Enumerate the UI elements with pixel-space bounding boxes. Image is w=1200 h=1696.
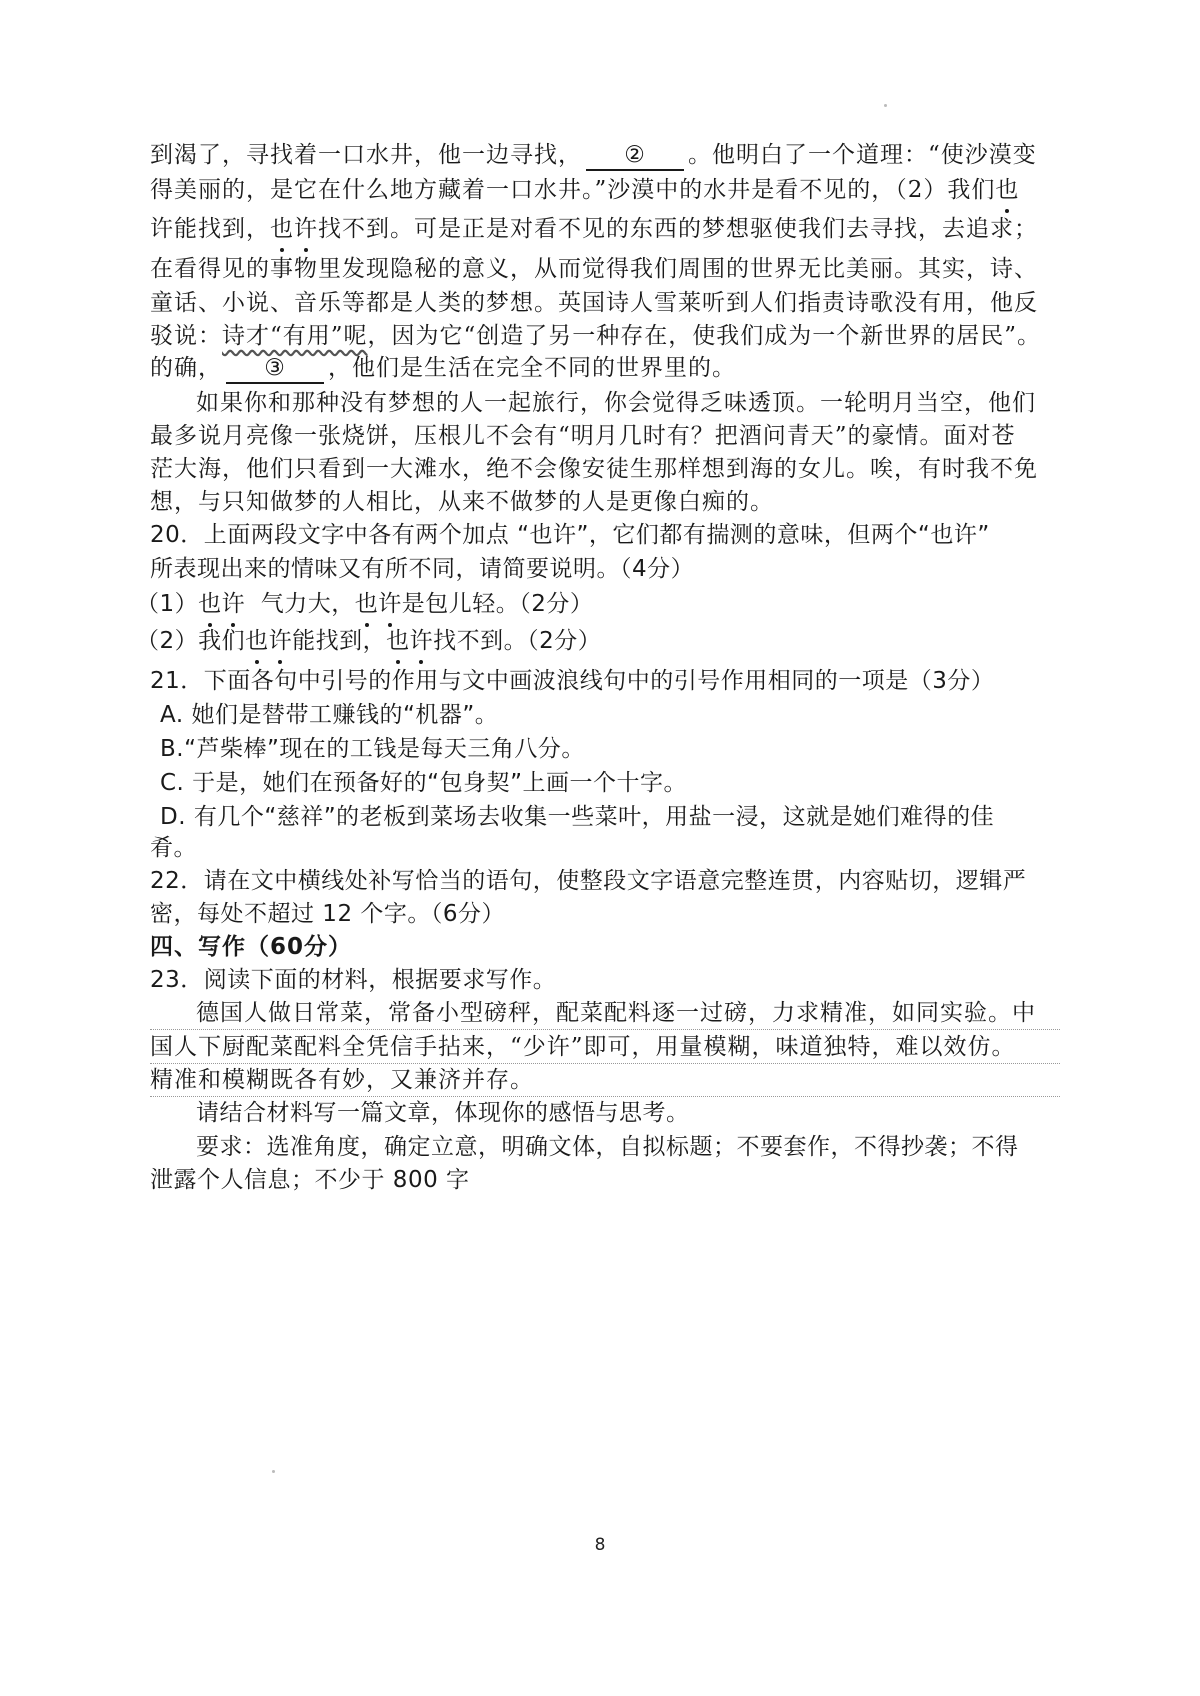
passage-line: [150, 174, 1060, 206]
emphasis-dot-char: 许: [378, 588, 402, 620]
material-line: 国人下厨配菜配料全凭信手拈来，“少许”即可，用量模糊，味道独特，难以效仿。: [150, 1031, 1060, 1064]
emphasis-dot-char: 也: [995, 174, 1019, 206]
emphasis-dot-char: 也: [355, 588, 379, 620]
passage-text: 得美丽的，是它在什么地方藏着一口水井。”沙漠中的水井是看不见的，（2）我们: [150, 177, 996, 203]
emphasis-dot-char: 许: [222, 588, 246, 620]
fill-in-blank-3: ③: [226, 354, 324, 384]
option-c: C. 于是，她们在预备好的“包身契”上画一个十字。: [160, 770, 688, 796]
material-line: 精准和模糊既各有妙，又兼济并存。: [150, 1064, 1060, 1097]
writing-requirements: 要求：选准角度，确定立意，明确文体，自拟标题；不要套作，不得抄袭；不得: [196, 1134, 1019, 1160]
passage-line: [150, 213, 1060, 245]
question-20-sentence-2: [136, 625, 1046, 657]
option-d: D. 有几个“慈祥”的老板到菜场去收集一些菜叶，用盐一浸，这就是她们难得的佳: [160, 804, 995, 830]
sentence-text: 能找到，: [292, 628, 387, 654]
passage-text: ，他们是生活在完全不同的世界里的。: [328, 355, 736, 381]
passage-line: 最多说月亮像一张烧饼，压根儿不会有“明月几时有？把酒问青天”的豪情。面对苍: [150, 423, 1016, 449]
material-line: 德国人做日常菜，常备小型磅秤，配菜配料逐一过磅，力求精准，如同实验。中: [150, 997, 1060, 1030]
option-b: B.“芦柴棒”现在的工钱是每天三角八分。: [160, 736, 585, 762]
question-23-stem: 23．阅读下面的材料，根据要求写作。: [150, 967, 557, 993]
scan-speck: [272, 1470, 275, 1473]
passage-line: 想，与只知做梦的人相比，从来不做梦的人是更像白痴的。: [150, 489, 774, 515]
scan-speck: [884, 104, 887, 107]
passage-line: 如果你和那种没有梦想的人一起旅行，你会觉得乏味透顶。一轮明月当空，他们: [196, 390, 1036, 416]
emphasis-dot-char: 也: [245, 625, 269, 657]
passage-line: 茫大海，他们只看到一大滩水，绝不会像安徒生那样想到海的女儿。唉，有时我不免: [150, 456, 1038, 482]
option-a: A. 她们是替带工赚钱的“机器”。: [160, 702, 499, 728]
question-22-stem: 密，每处不超过 12 个字。（6分）: [150, 901, 506, 927]
question-20-stem: 所表现出来的情味又有所不同，请简要说明。（4分）: [150, 556, 695, 582]
writing-requirements: 泄露个人信息；不少于 800 字: [150, 1167, 470, 1193]
question-21-stem: 21．下面各句中引号的作用与文中画波浪线句中的引号作用相同的一项是（3分）: [150, 668, 995, 694]
sentence-text: （2）我们: [136, 628, 246, 654]
passage-text: 许能找到，: [150, 216, 270, 242]
passage-text: ，因为它“创造了另一种存在，使我们成为一个新世界的居民”。: [367, 323, 1042, 349]
question-20-sentence-1: [136, 588, 1046, 620]
passage-text: 。他明白了一个道理：“使沙漠变: [688, 142, 1037, 168]
sentence-text: 气力大，: [245, 591, 355, 617]
passage-text: 的确，: [150, 355, 222, 381]
option-d-continued: 肴。: [150, 835, 197, 861]
sentence-text: 找不到。（2分）: [433, 628, 602, 654]
emphasis-dot-char: 也: [386, 625, 410, 657]
question-20-stem: 20．上面两段文字中各有两个加点 “也许”，它们都有揣测的意味，但两个“也许”: [150, 522, 990, 548]
passage-line: [150, 352, 1060, 384]
passage-line: [150, 139, 1060, 171]
passage-text: 驳说：: [150, 323, 222, 349]
passage-line: 童话、小说、音乐等都是人类的梦想。英国诗人雪莱听到人们指责诗歌没有用，他反: [150, 290, 1038, 316]
passage-text: 找不到。可是正是对看不见的东西的梦想驱使我们去寻找，去追求；: [318, 216, 1038, 242]
emphasis-dot-char: 许: [294, 213, 318, 245]
emphasis-dot-char: 许: [269, 625, 293, 657]
section-heading: 四、写作（60分）: [150, 934, 353, 960]
passage-line: [150, 320, 1060, 352]
question-22-stem: 22．请在文中横线处补写恰当的语句，使整段文字语意完整连贯，内容贴切，逻辑严: [150, 868, 1027, 894]
writing-prompt: 请结合材料写一篇文章，体现你的感悟与思考。: [196, 1100, 690, 1126]
emphasis-dot-char: 也: [270, 213, 294, 245]
emphasis-dot-char: 许: [410, 625, 434, 657]
passage-line: 在看得见的事物里发现隐秘的意义，从而觉得我们周围的世界无比美丽。其实，诗、: [150, 256, 1038, 282]
wavy-underlined-sentence: 诗才“有用”呢: [222, 323, 368, 349]
sentence-label: （1）: [136, 591, 199, 617]
passage-text: 到渴了，寻找着一口水井，他一边寻找，: [150, 142, 582, 168]
page-number: 8: [594, 1535, 606, 1555]
fill-in-blank-2: ②: [586, 141, 684, 171]
sentence-text: 是包儿轻。（2分）: [401, 591, 594, 617]
emphasis-dot-char: 也: [198, 588, 222, 620]
